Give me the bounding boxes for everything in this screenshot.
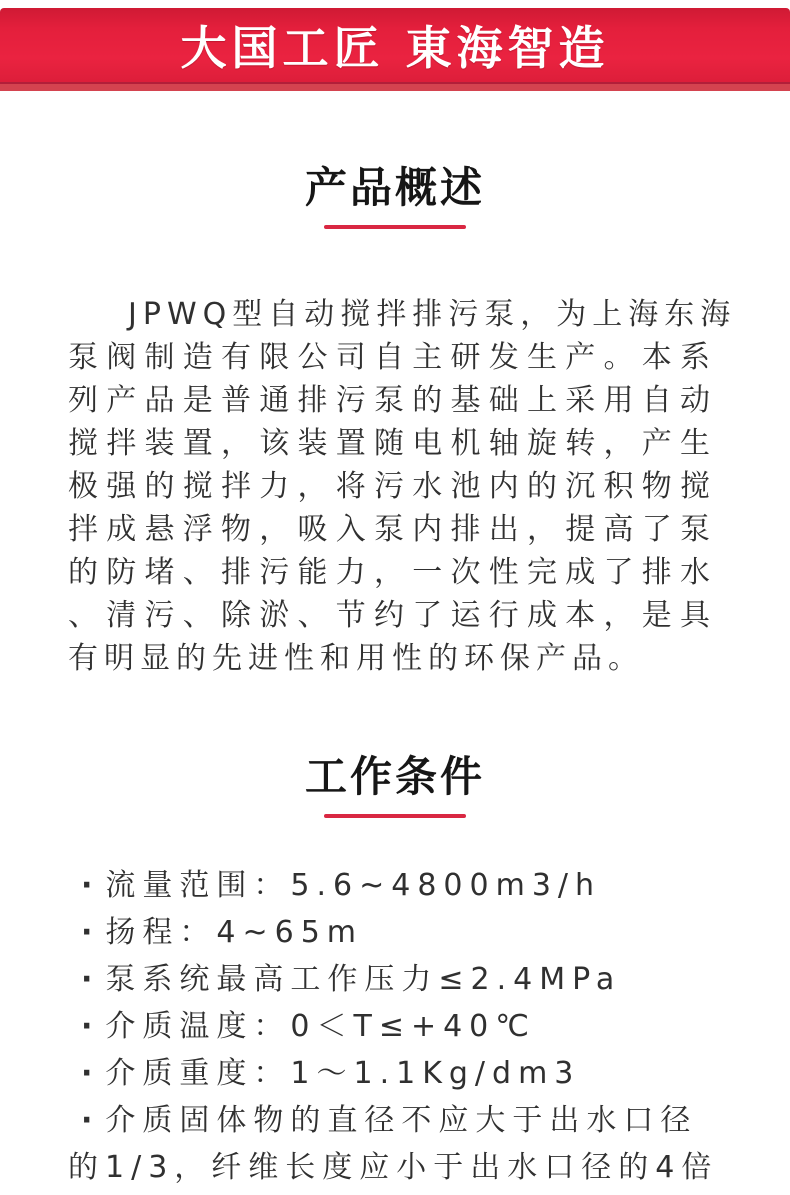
- condition-item: [68, 1097, 720, 1191]
- bullet-marker: ·: [81, 868, 93, 903]
- conditions-title-red-underline: [324, 814, 466, 818]
- conditions-section-title: 工作条件: [304, 752, 485, 801]
- overview-paragraph: [68, 293, 737, 680]
- brand-banner-background: [0, 8, 790, 84]
- paragraph-line: 列产品是普通排污泵的基础上采用自动: [68, 383, 716, 418]
- condition-item: [68, 1003, 720, 1050]
- paragraph-line: 搅拌装置，该装置随电机轴旋转，产生: [68, 426, 716, 461]
- section-working-conditions: [0, 752, 790, 1191]
- paragraph-line: 、清污、除淤、节约了运行成本，是具: [68, 598, 716, 633]
- banner-bottom-strip: [0, 84, 790, 91]
- overview-section-title: 产品概述: [304, 163, 485, 212]
- condition-text: 泵系统最高工作压力≤2.4MPa: [105, 962, 622, 997]
- paragraph-line: 有明显的先进性和用性的环保产品。: [68, 641, 644, 676]
- condition-item: [68, 862, 720, 909]
- condition-text: 介质温度：0＜T≤+40℃: [105, 1009, 536, 1044]
- condition-text: 介质重度：1～1.1Kg/dm3: [105, 1056, 581, 1091]
- paragraph-line: 极强的搅拌力，将污水池内的沉积物搅: [68, 469, 716, 504]
- paragraph-line: 泵阀制造有限公司自主研发生产。本系: [68, 340, 716, 375]
- condition-text: 扬程：4~65m: [105, 915, 364, 950]
- brand-slogan: 大国工匠 東海智造: [180, 21, 610, 75]
- condition-item: [68, 909, 720, 956]
- bullet-marker: ·: [81, 1009, 93, 1044]
- condition-item: [68, 956, 720, 1003]
- paragraph-line: 拌成悬浮物，吸入泵内排出，提高了泵: [68, 512, 716, 547]
- working-conditions-list: [68, 862, 720, 1191]
- paragraph-line: 的防堵、排污能力，一次性完成了排水: [68, 555, 716, 590]
- section-product-overview: [0, 163, 790, 680]
- bullet-marker: ·: [81, 915, 93, 950]
- bullet-marker: ·: [81, 1103, 93, 1138]
- bullet-marker: ·: [81, 962, 93, 997]
- overview-title-red-underline: [324, 225, 466, 229]
- paragraph-line: JPWQ型自动搅拌排污泵，为上海东海: [128, 297, 737, 332]
- condition-text: 介质固体物的直径不应大于出水口径的1/3，纤维长度应小于出水口径的4倍: [68, 1103, 719, 1185]
- brand-banner: [0, 8, 790, 91]
- condition-item: [68, 1050, 720, 1097]
- condition-text: 流量范围：5.6~4800m3/h: [105, 868, 602, 903]
- bullet-marker: ·: [81, 1056, 93, 1091]
